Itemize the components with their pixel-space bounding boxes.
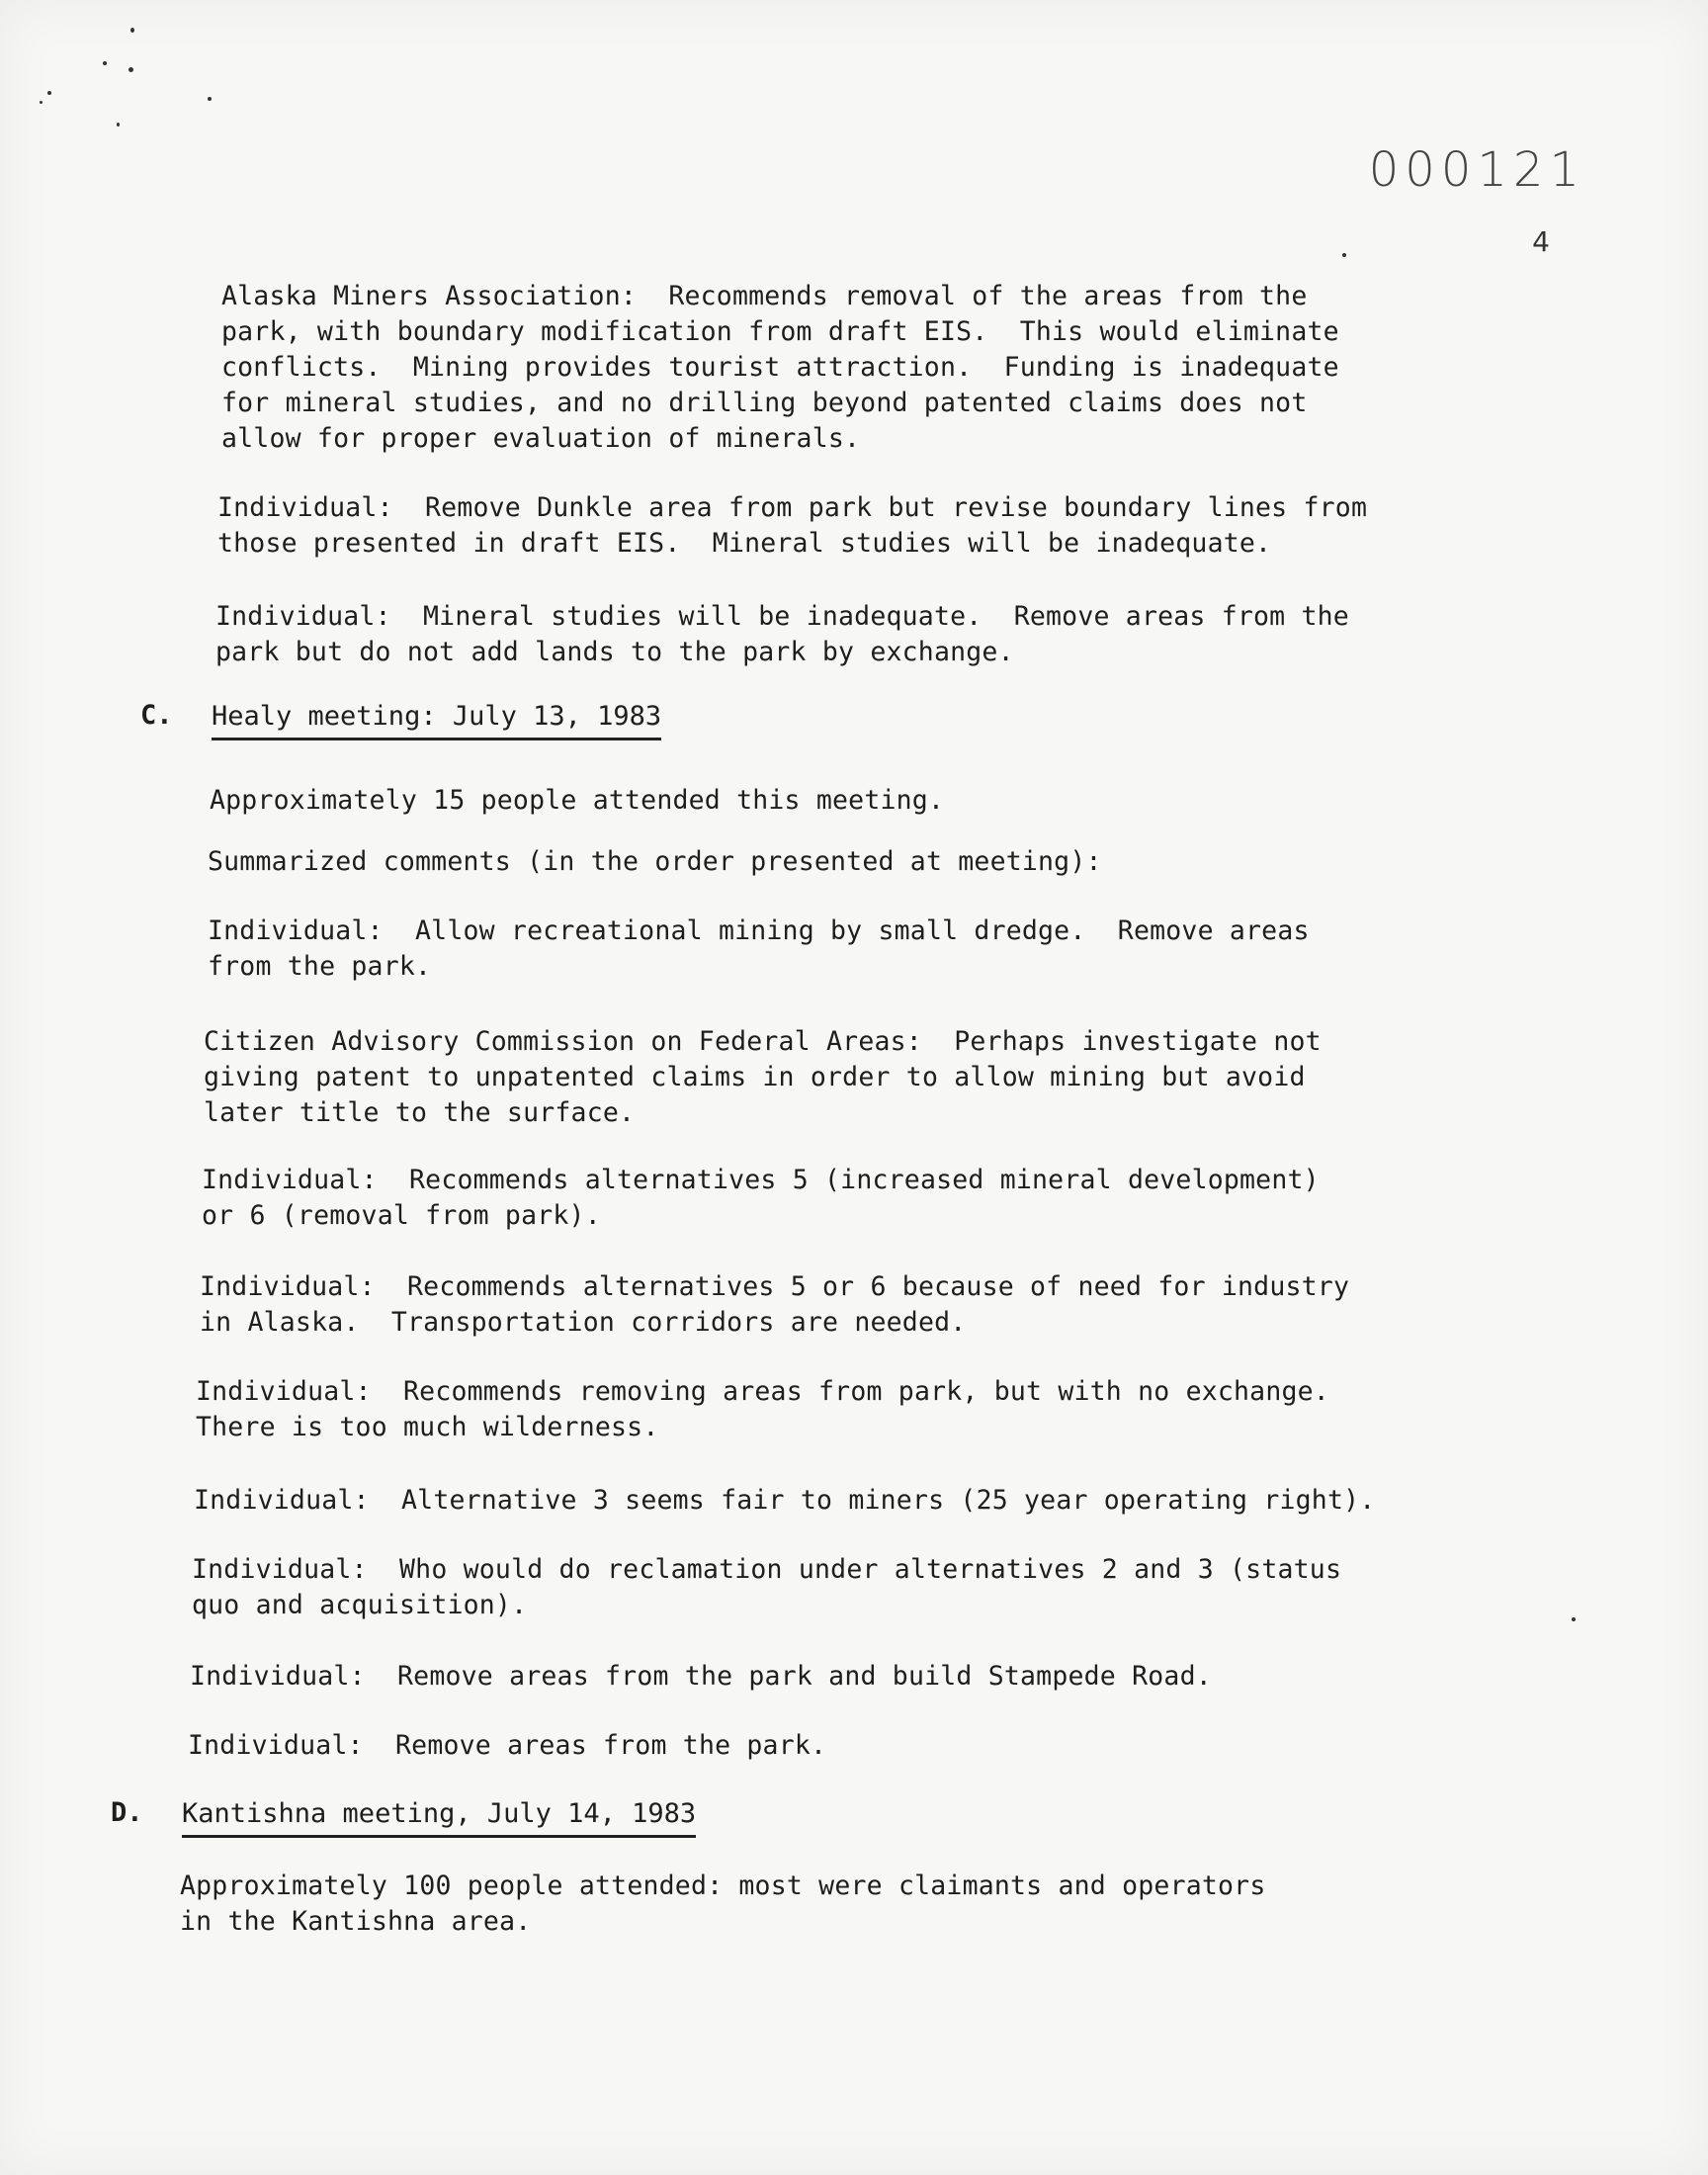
paragraph-healy-remove-areas: Individual: Remove areas from the park.: [188, 1730, 827, 1761]
scan-speck: [103, 61, 107, 65]
paragraph-kantishna-attendance: Approximately 100 people attended: most were claimants and operators in the Kantishna area.: [180, 1870, 1266, 1937]
paragraph-healy-wilderness: Individual: Recommends removing areas from park, but with no exchange. There is too much wilderness.: [196, 1376, 1329, 1442]
section-c-letter: C.: [140, 700, 173, 731]
paragraph-healy-summary-intro: Summarized comments (in the order presented at meeting):: [208, 846, 1102, 877]
page-number: 000121: [1368, 142, 1585, 198]
paragraph-healy-alternative-3: Individual: Alternative 3 seems fair to miners (25 year operating right).: [194, 1485, 1376, 1516]
paragraph-healy-attendance: Approximately 15 people attended this meeting.: [210, 785, 945, 816]
section-c-title: Healy meeting: July 13, 1983: [212, 698, 661, 740]
scan-speck: [47, 91, 51, 95]
scan-speck: [130, 28, 134, 33]
scan-speck: [208, 97, 212, 101]
scan-speck: [117, 123, 120, 127]
scan-speck: [40, 101, 43, 104]
scan-speck: [1342, 253, 1346, 257]
paragraph-healy-citizen-commission: Citizen Advisory Commission on Federal Areas: Perhaps investigate not giving patent to unpatented claims in order to allow mining but avoid later title to the surface.: [204, 1026, 1322, 1128]
paragraph-individual-dunkle: Individual: Remove Dunkle area from park but revise boundary lines from those presented in draft EIS. Mineral studies will be inadequate.: [217, 492, 1368, 559]
section-d-title: Kantishna meeting, July 14, 1983: [182, 1795, 696, 1838]
scan-speck: [128, 67, 133, 72]
paragraph-healy-stampede-road: Individual: Remove areas from the park and build Stampede Road.: [190, 1661, 1212, 1692]
section-d-letter: D.: [111, 1797, 143, 1828]
paragraph-healy-reclamation: Individual: Who would do reclamation under alternatives 2 and 3 (status quo and acquisition).: [192, 1554, 1342, 1620]
paragraph-individual-mineral-studies: Individual: Mineral studies will be inadequate. Remove areas from the park but do not add lands to the park by exchange.: [215, 601, 1349, 667]
paragraph-healy-industry: Individual: Recommends alternatives 5 or 6 because of need for industry in Alaska. Transportation corridors are needed.: [200, 1271, 1350, 1338]
scan-speck: [1572, 1617, 1576, 1621]
page-mark: 4: [1532, 225, 1550, 258]
paragraph-healy-alternatives-5-6: Individual: Recommends alternatives 5 (increased mineral development) or 6 (removal from park).: [202, 1165, 1320, 1231]
paragraph-healy-recreational-mining: Individual: Allow recreational mining by small dredge. Remove areas from the park.: [208, 915, 1310, 982]
paragraph-alaska-miners: Alaska Miners Association: Recommends removal of the areas from the park, with boundary modification from draft EIS. This would eliminate conflicts. Mining provides tourist attraction. Funding is inadequate for mineral studies, and no drilling beyond patented claims does not allow for proper evaluation of minerals.: [221, 281, 1339, 454]
